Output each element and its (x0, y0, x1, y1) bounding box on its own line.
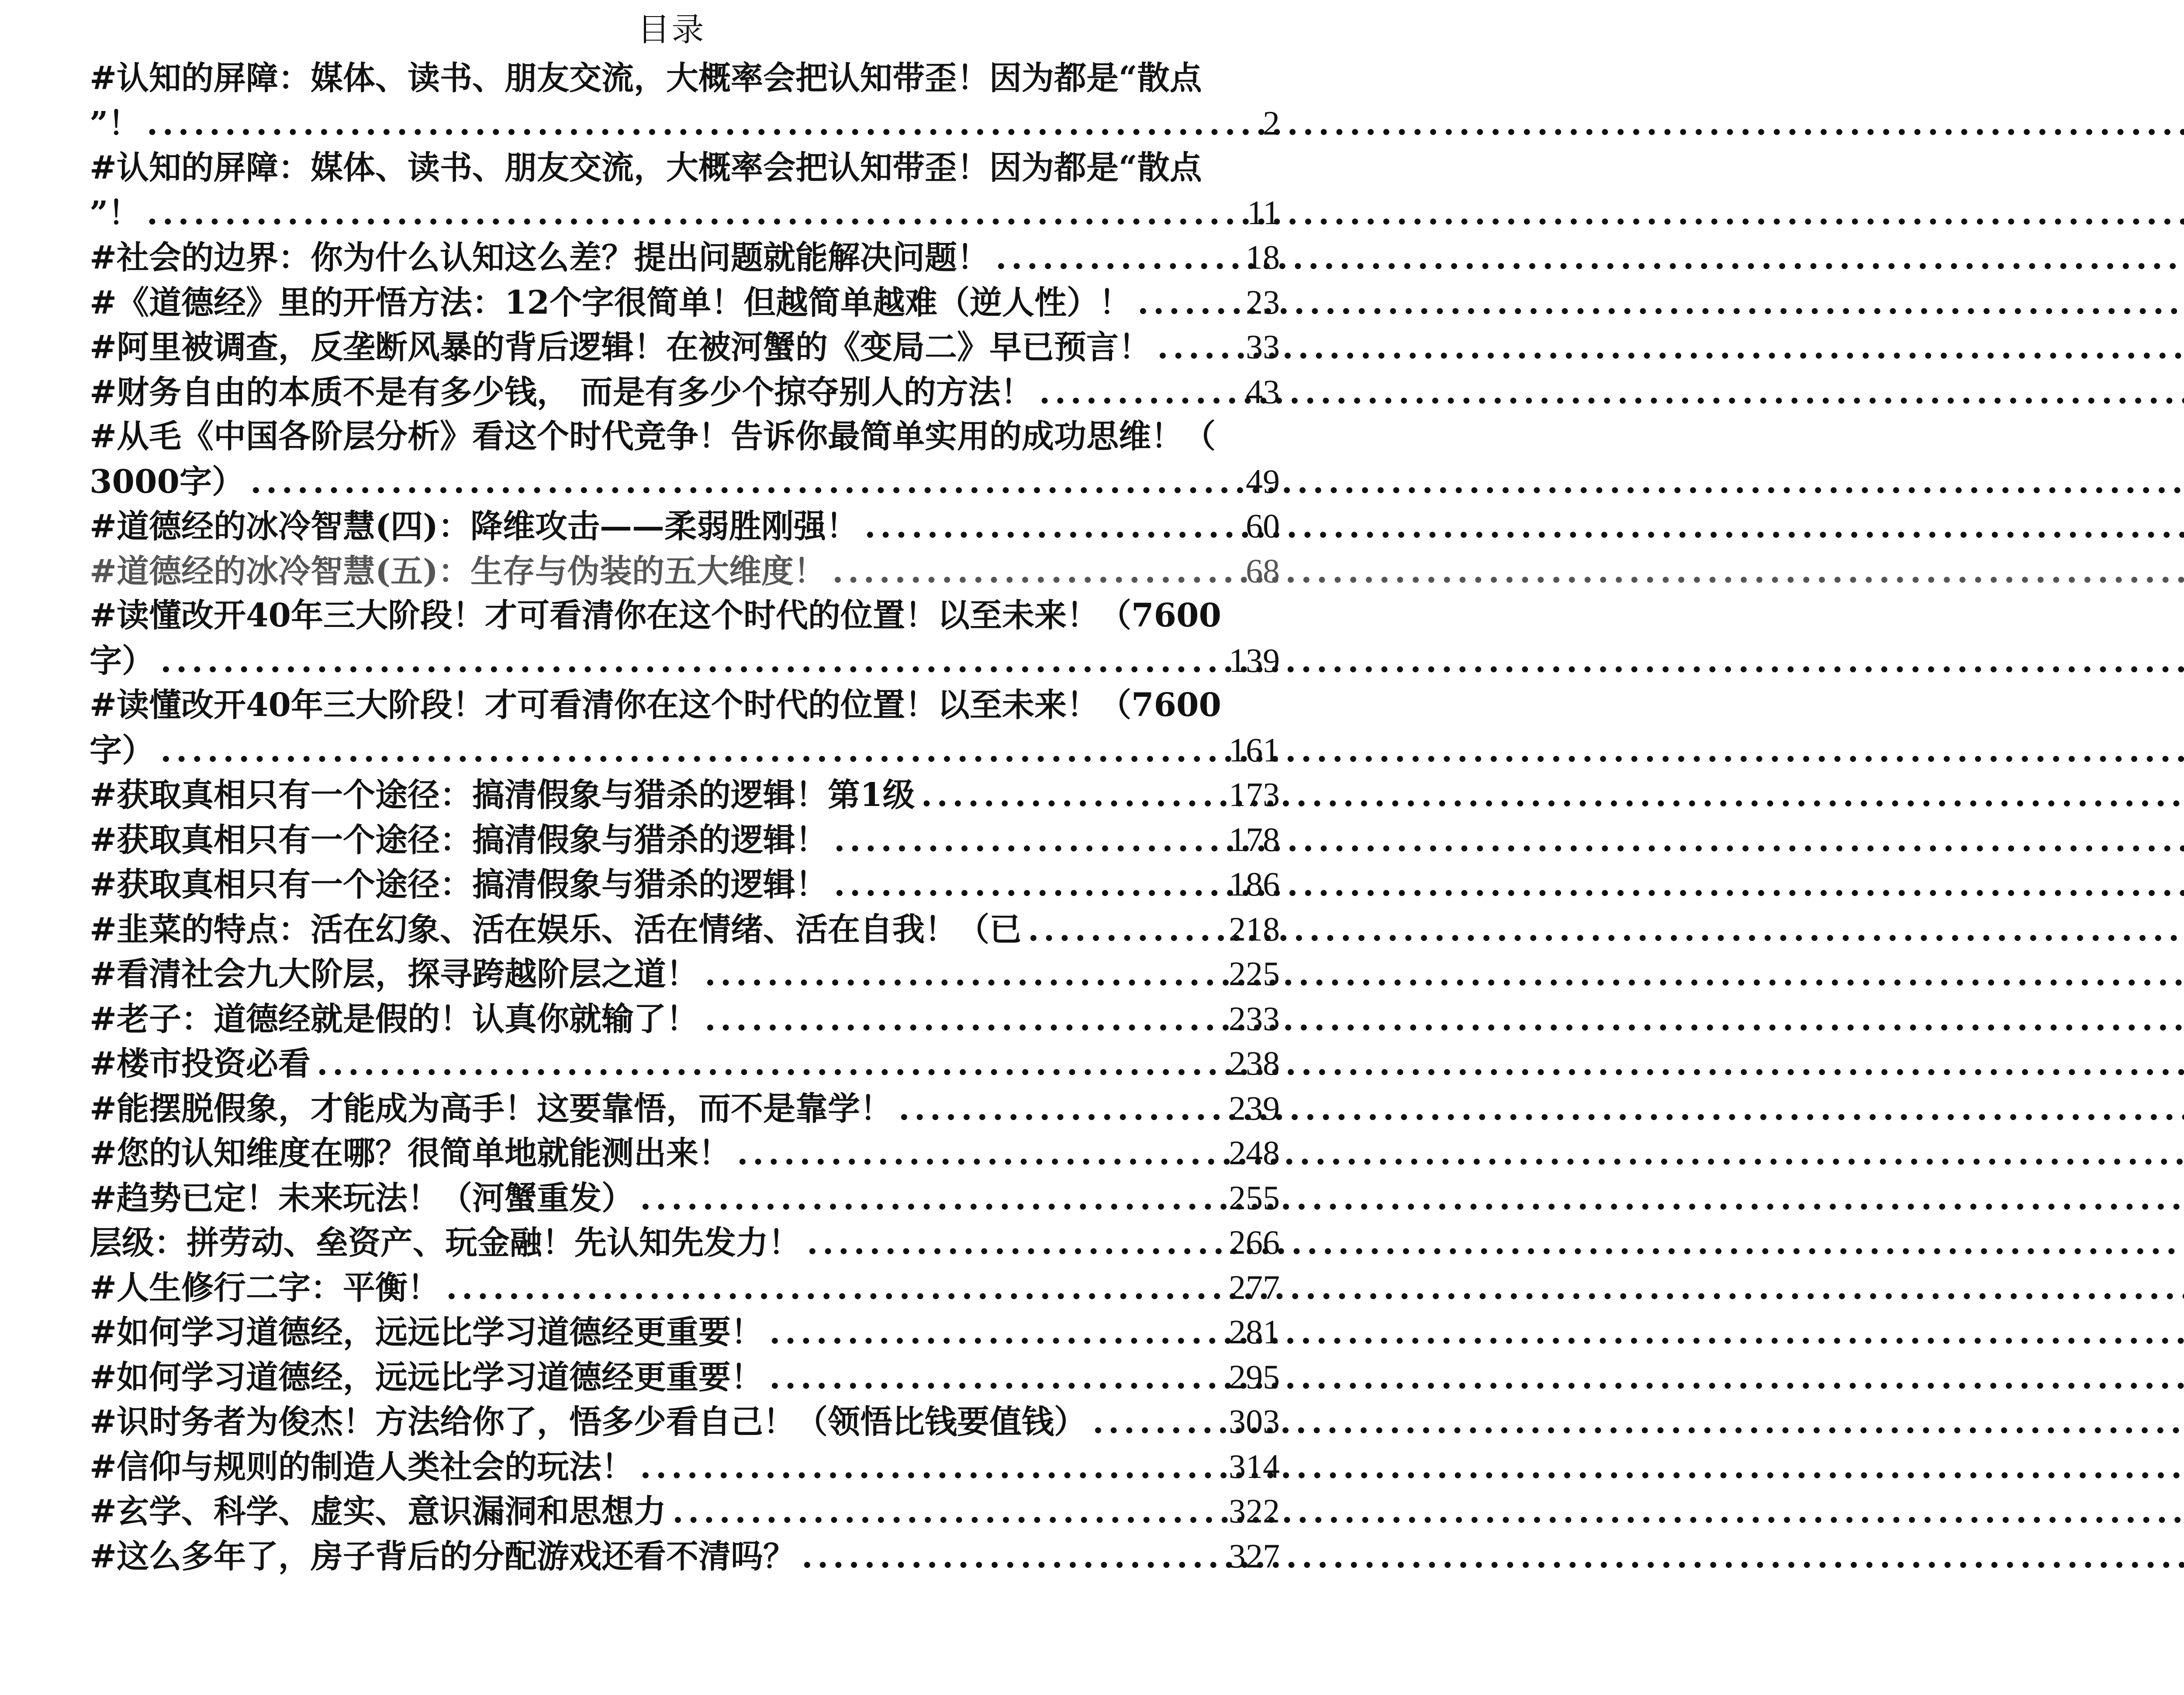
toc-page-number: 49 (1246, 462, 1280, 500)
toc-entry[interactable] (90, 907, 1280, 952)
toc-leader-dots (769, 1310, 1225, 1355)
toc-leader-dots (446, 1266, 1225, 1311)
toc-entry[interactable] (90, 1399, 1280, 1444)
toc-page-number: 239 (1229, 1089, 1280, 1127)
toc-entry-first-line: #从毛《中国各阶层分析》看这个时代竞争！告诉你最简单实用的成功思维！（ (90, 418, 1216, 455)
toc-entry[interactable] (90, 1310, 1280, 1355)
toc-entry[interactable] (90, 951, 1280, 996)
toc-entry-line (90, 817, 1280, 862)
toc-leader-dots (1137, 280, 1242, 325)
toc-entry-line (90, 549, 1280, 594)
toc-leader-dots (640, 1445, 1225, 1490)
toc-entry-title: #如何学习道德经，远远比学习道德经更重要！ (90, 1358, 764, 1396)
toc-leader-dots (737, 1131, 1225, 1176)
toc-page-number: 43 (1246, 372, 1280, 411)
toc-entry[interactable] (90, 504, 1280, 549)
toc-entry[interactable] (90, 996, 1280, 1041)
toc-entry[interactable] (90, 325, 1280, 370)
toc-entry-line (90, 1176, 1280, 1221)
toc-page-number: 327 (1229, 1536, 1280, 1575)
toc-leader-dots (1039, 370, 1242, 415)
toc-entry[interactable] (90, 817, 1280, 862)
toc-entry[interactable] (90, 1176, 1280, 1221)
toc-entry-line (90, 1355, 1280, 1400)
toc-page-number: 266 (1229, 1223, 1280, 1261)
toc-entry-line (90, 1489, 1280, 1534)
toc-entry[interactable] (90, 1265, 1280, 1310)
toc-leader-dots (834, 818, 1225, 863)
toc-entry-line (90, 459, 1280, 504)
toc-leader-dots (769, 1355, 1225, 1400)
toc-page-number: 303 (1229, 1402, 1280, 1440)
toc-leader-dots (317, 1041, 1225, 1086)
toc-page-number: 139 (1229, 641, 1280, 679)
toc-leader-dots (250, 460, 1242, 505)
toc-entry-title: #道德经的冰冷智慧(四)：降维攻击——柔弱胜刚强！ (90, 508, 859, 545)
toc-page-number: 281 (1229, 1313, 1280, 1351)
toc-leader-dots (1028, 907, 1225, 952)
toc-entry[interactable] (90, 683, 1280, 772)
toc-leader-dots (705, 952, 1225, 997)
toc-entry[interactable] (90, 145, 1280, 235)
toc-entry-title: 3000字） (90, 463, 244, 501)
toc-leader-dots (147, 101, 1259, 146)
toc-page-number: 314 (1229, 1447, 1280, 1485)
toc-entry-line (90, 1131, 1280, 1176)
toc-page-number: 238 (1229, 1044, 1280, 1082)
toc-entry-line (90, 1041, 1280, 1086)
toc-entry-title: #楼市投资必看 (90, 1045, 311, 1083)
toc-entry-title: #阿里被调查，反垄断风暴的背后逻辑！在被河蟹的《变局二》早已预言！ (90, 329, 1151, 366)
toc-leader-dots (672, 1489, 1225, 1534)
toc-leader-dots (640, 1176, 1225, 1221)
toc-entry-line (90, 280, 1280, 325)
toc-page-number: 60 (1246, 507, 1280, 545)
toc-page-number: 233 (1229, 999, 1280, 1038)
toc-entry-title: #韭菜的特点：活在幻象、活在娱乐、活在情绪、活在自我！（已 (90, 910, 1022, 948)
toc-entry-line (90, 190, 1280, 235)
toc-entry-title: #老子：道德经就是假的！认真你就输了！ (90, 1000, 699, 1038)
toc-entry-title: #趋势已定！未来玩法！（河蟹重发） (90, 1179, 634, 1217)
toc-leader-dots (160, 639, 1225, 684)
toc-entry-title: #玄学、科学、虚实、意识漏洞和思想力 (90, 1493, 667, 1530)
toc-entry[interactable] (90, 1355, 1280, 1400)
toc-entry-first-line: #认知的屏障：媒体、读书、朋友交流，大概率会把认知带歪！因为都是“散点 (90, 59, 1202, 97)
toc-page-number: 248 (1229, 1134, 1280, 1172)
toc-entry-line (90, 862, 1280, 907)
toc-entry-title: #社会的边界：你为什么认知这么差？提出问题就能解决问题！ (90, 239, 990, 277)
toc-page-number: 68 (1246, 551, 1280, 590)
toc-list (90, 56, 1280, 1578)
toc-page-number: 18 (1246, 238, 1280, 276)
toc-leader-dots (807, 1221, 1225, 1266)
toc-entry[interactable] (90, 1220, 1280, 1265)
toc-leader-dots (802, 1534, 1225, 1579)
toc-leader-dots (864, 504, 1242, 549)
toc-entry-line (90, 1444, 1280, 1489)
toc-entry-title: #获取真相只有一个途径：搞清假象与猎杀的逻辑！ (90, 866, 828, 903)
page-title: 目录 (637, 11, 706, 48)
toc-entry-title: 层级：拼劳动、垒资产、玩金融！先认知先发力！ (90, 1224, 801, 1262)
toc-entry[interactable] (90, 1086, 1280, 1131)
toc-leader-dots (1092, 1400, 1225, 1445)
toc-entry[interactable] (90, 1534, 1280, 1579)
toc-entry-title: ”！ (90, 104, 141, 142)
toc-entry-title: #看清社会九大阶层，探寻跨越阶层之道！ (90, 955, 699, 993)
toc-entry-line (90, 1399, 1280, 1444)
toc-entry[interactable] (90, 772, 1280, 817)
toc-entry-title: #这么多年了，房子背后的分配游戏还看不清吗？ (90, 1537, 796, 1575)
toc-entry[interactable] (90, 1041, 1280, 1086)
toc-entry[interactable] (90, 1131, 1280, 1176)
toc-entry-title: #信仰与规则的制造人类社会的玩法！ (90, 1448, 634, 1486)
toc-entry-line (90, 638, 1280, 683)
toc-page-number: 161 (1229, 730, 1280, 769)
toc-entry-title: #财务自由的本质不是有多少钱， 而是有多少个掠夺别人的方法！ (90, 373, 1033, 411)
toc-entry-title: #人生修行二字：平衡！ (90, 1269, 440, 1307)
toc-page-number: 277 (1229, 1268, 1280, 1306)
toc-entry-line (90, 951, 1280, 996)
toc-entry-title: ”！ (90, 194, 141, 232)
toc-entry[interactable] (90, 280, 1280, 325)
toc-page-number: 295 (1229, 1357, 1280, 1396)
toc-entry[interactable] (90, 414, 1280, 504)
toc-entry-title: 字） (90, 642, 154, 680)
toc-entry-title: #获取真相只有一个途径：搞清假象与猎杀的逻辑！ (90, 821, 828, 859)
toc-entry-line (90, 907, 1280, 952)
toc-entry-line (90, 1534, 1280, 1579)
toc-leader-dots (147, 191, 1244, 236)
toc-entry-line (90, 235, 1280, 280)
toc-leader-dots (1157, 325, 1242, 370)
toc-entry[interactable] (90, 56, 1280, 145)
toc-entry-line (90, 504, 1280, 549)
toc-leader-dots (832, 549, 1242, 594)
toc-page-number: 2 (1263, 104, 1280, 142)
toc-page-number: 178 (1229, 820, 1280, 858)
toc-entry[interactable] (90, 549, 1280, 594)
toc-page-number: 33 (1246, 328, 1280, 366)
toc-page-number: 173 (1229, 775, 1280, 813)
toc-leader-dots (898, 1086, 1225, 1131)
toc-entry-line (90, 1310, 1280, 1355)
toc-entry-title: #获取真相只有一个途径：搞清假象与猎杀的逻辑！第1级 (90, 776, 915, 814)
toc-leader-dots (705, 997, 1225, 1042)
toc-entry-title: #《道德经》里的开悟方法：12个字很简单！但越简单越难（逆人性）！ (90, 284, 1131, 322)
toc-page-number: 186 (1229, 865, 1280, 903)
toc-page-number: 255 (1229, 1178, 1280, 1217)
toc-entry-line (90, 728, 1280, 773)
toc-page-number: 225 (1229, 955, 1280, 993)
toc-leader-dots (160, 728, 1225, 773)
toc-leader-dots (995, 235, 1242, 280)
toc-page-number: 322 (1229, 1492, 1280, 1530)
toc-leader-dots (834, 862, 1225, 907)
toc-entry-first-line: #读懂改开40年三大阶段！才可看清你在这个时代的位置！以至未来！（7600 (90, 686, 1221, 724)
toc-entry-title: #能摆脱假象，才能成为高手！这要靠悟，而不是靠学！ (90, 1090, 893, 1128)
toc-entry-line (90, 1220, 1280, 1265)
toc-page-number: 218 (1229, 910, 1280, 948)
toc-entry[interactable] (90, 235, 1280, 280)
toc-entry-first-line: #认知的屏障：媒体、读书、朋友交流，大概率会把认知带歪！因为都是“散点 (90, 149, 1202, 187)
toc-entry-title: #识时务者为俊杰！方法给你了，悟多少看自己！（领悟比钱要值钱） (90, 1403, 1087, 1441)
toc-entry-title: #您的认知维度在哪？很简单地就能测出来！ (90, 1135, 731, 1172)
toc-entry[interactable] (90, 1444, 1280, 1489)
toc-entry-line (90, 1265, 1280, 1310)
toc-entry-line (90, 996, 1280, 1041)
toc-entry-line (90, 772, 1280, 817)
toc-entry-title: 字） (90, 731, 154, 769)
toc-entry-title: #道德经的冰冷智慧(五)：生存与伪装的五大维度！ (90, 552, 826, 590)
toc-entry[interactable] (90, 370, 1280, 415)
toc-leader-dots (921, 773, 1226, 818)
toc-entry[interactable] (90, 1489, 1280, 1534)
toc-page-number: 23 (1246, 283, 1280, 321)
toc-entry-line (90, 325, 1280, 370)
toc-entry[interactable] (90, 862, 1280, 907)
toc-entry[interactable] (90, 593, 1280, 683)
toc-entry-line (90, 1086, 1280, 1131)
toc-entry-title: #如何学习道德经，远远比学习道德经更重要！ (90, 1314, 764, 1351)
toc-entry-line (90, 101, 1280, 146)
toc-entry-first-line: #读懂改开40年三大阶段！才可看清你在这个时代的位置！以至未来！（7600 (90, 597, 1221, 634)
toc-page-number: 11 (1247, 193, 1280, 232)
toc-entry-line (90, 370, 1280, 415)
